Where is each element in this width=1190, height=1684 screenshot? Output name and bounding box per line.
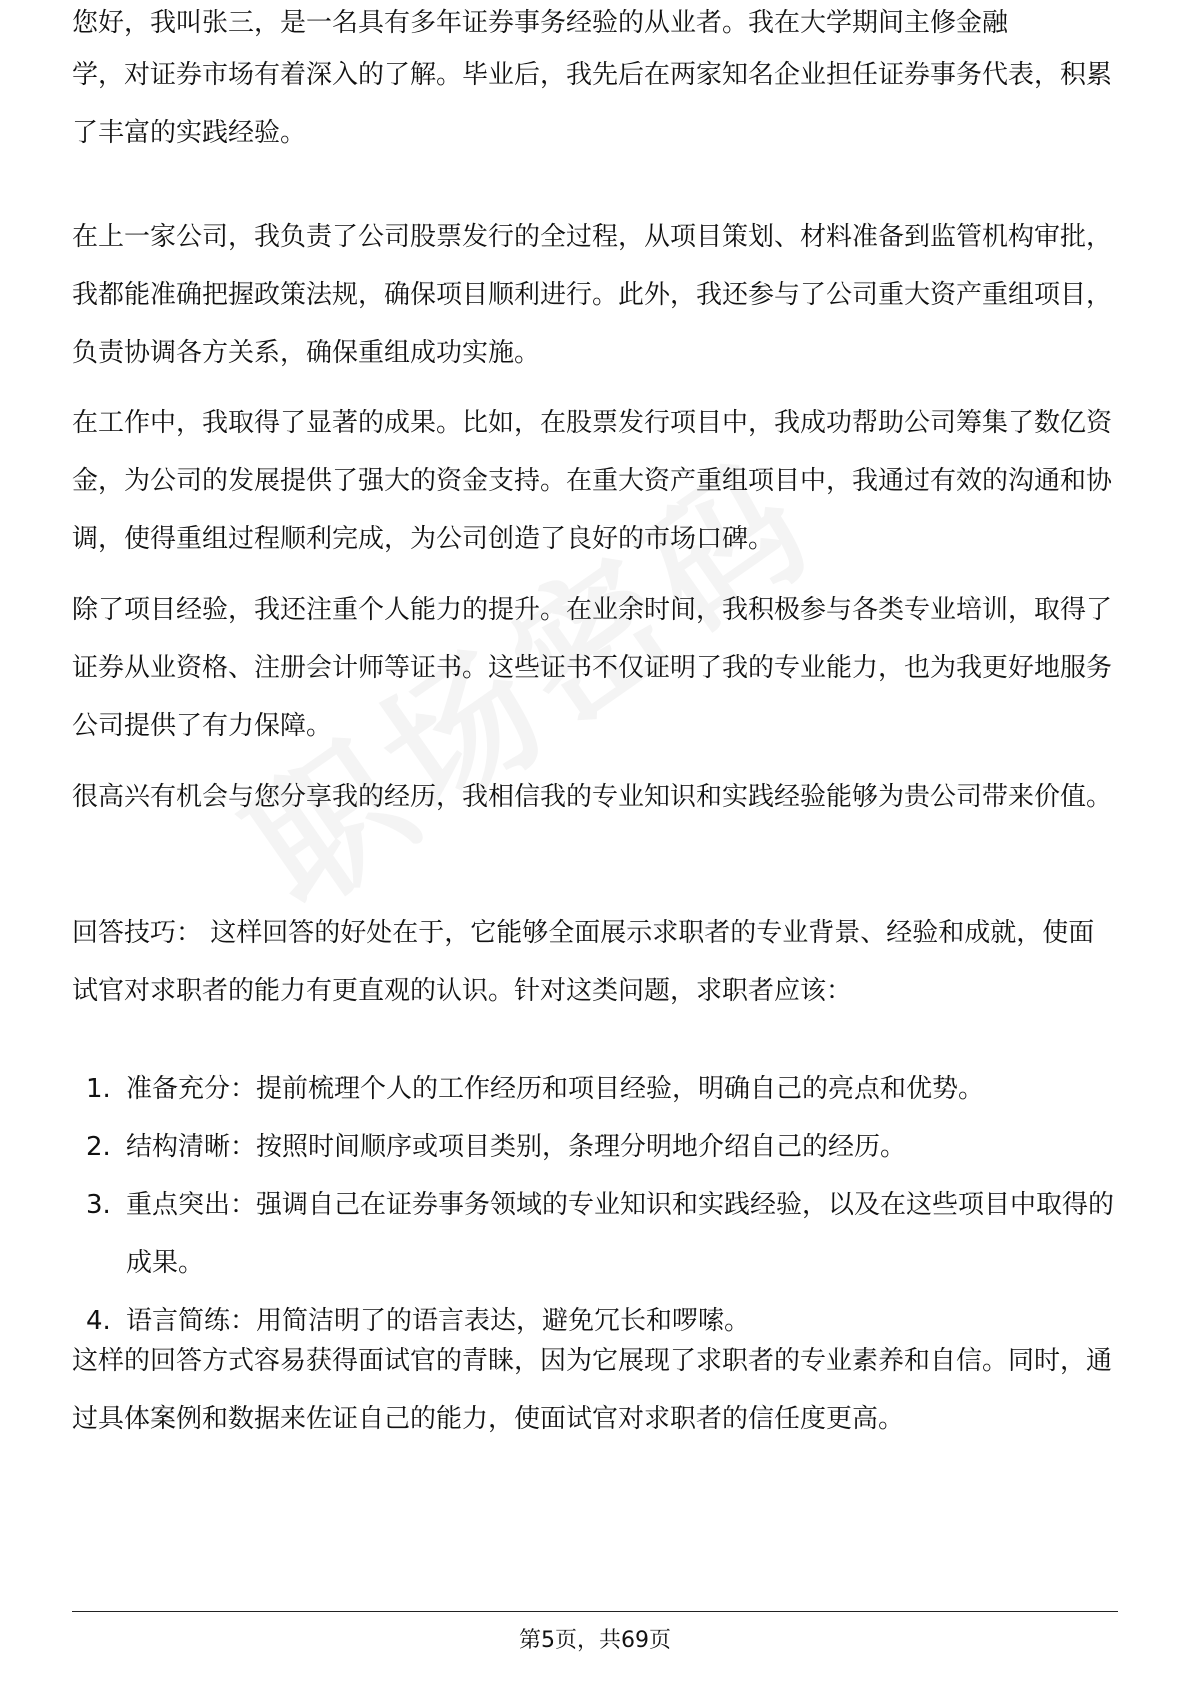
page-number: 第5页，共69页 bbox=[519, 1628, 671, 1653]
answer-tips-paragraph: 回答技巧： 这样回答的好处在于，它能够全面展示求职者的专业背景、经验和成就，使面试官对求职者的能力有更直观的认识。针对这类问题，求职者应该： bbox=[72, 918, 1095, 1006]
list-item-text: 重点突出：强调自己在证券事务领域的专业知识和实践经验，以及在这些项目中取得的成果。 bbox=[126, 1190, 1115, 1278]
list-item-text: 准备充分：提前梳理个人的工作经历和项目经验，明确自己的亮点和优势。 bbox=[126, 1074, 985, 1104]
list-item-number: 2. bbox=[86, 1132, 111, 1162]
paragraph-5: 很高兴有机会与您分享我的经历，我相信我的专业知识和实践经验能够为贵公司带来价值。 bbox=[72, 782, 1113, 812]
paragraph-4: 除了项目经验，我还注重个人能力的提升。在业余时间，我积极参与各类专业培训，取得了证券从业资格、注册会计师等证书。这些证书不仅证明了我的专业能力，也为我更好地服务公司提供了有力保障。 bbox=[72, 595, 1113, 741]
list-item-number: 1. bbox=[86, 1074, 111, 1104]
list-item-text: 结构清晰：按照时间顺序或项目类别，条理分明地介绍自己的经历。 bbox=[126, 1132, 907, 1162]
list-item-text: 语言简练：用简洁明了的语言表达，避免冗长和啰嗦。 bbox=[126, 1306, 751, 1336]
footer-divider bbox=[72, 1611, 1118, 1612]
closing-paragraph: 这样的回答方式容易获得面试官的青睐，因为它展现了求职者的专业素养和自信。同时，通过具体案例和数据来佐证自己的能力，使面试官对求职者的信任度更高。 bbox=[72, 1346, 1113, 1434]
list-item bbox=[72, 1176, 1118, 1292]
list-item bbox=[72, 1060, 1118, 1118]
paragraph-3: 在工作中，我取得了显著的成果。比如，在股票发行项目中，我成功帮助公司筹集了数亿资金，为公司的发展提供了强大的资金支持。在重大资产重组项目中，我通过有效的沟通和协调，使得重组过程顺利完成，为公司创造了良好的市场口碑。 bbox=[72, 408, 1113, 554]
list-item-number: 4. bbox=[86, 1306, 111, 1336]
cut-off-top-line: 您好，我叫张三，是一名具有多年证券事务经验的从业者。我在大学期间主修金融 bbox=[72, 8, 1009, 38]
list-item bbox=[72, 1118, 1118, 1176]
list-item-number: 3. bbox=[86, 1190, 111, 1220]
paragraph-1: 学，对证券市场有着深入的了解。毕业后，我先后在两家知名企业担任证券事务代表，积累了丰富的实践经验。 bbox=[72, 60, 1113, 148]
paragraph-2: 在上一家公司，我负责了公司股票发行的全过程，从项目策划、材料准备到监管机构审批，我都能准确把握政策法规，确保项目顺利进行。此外，我还参与了公司重大资产重组项目，负责协调各方关系，确保重组成功实施。 bbox=[72, 222, 1113, 368]
tips-list bbox=[72, 1060, 1118, 1350]
